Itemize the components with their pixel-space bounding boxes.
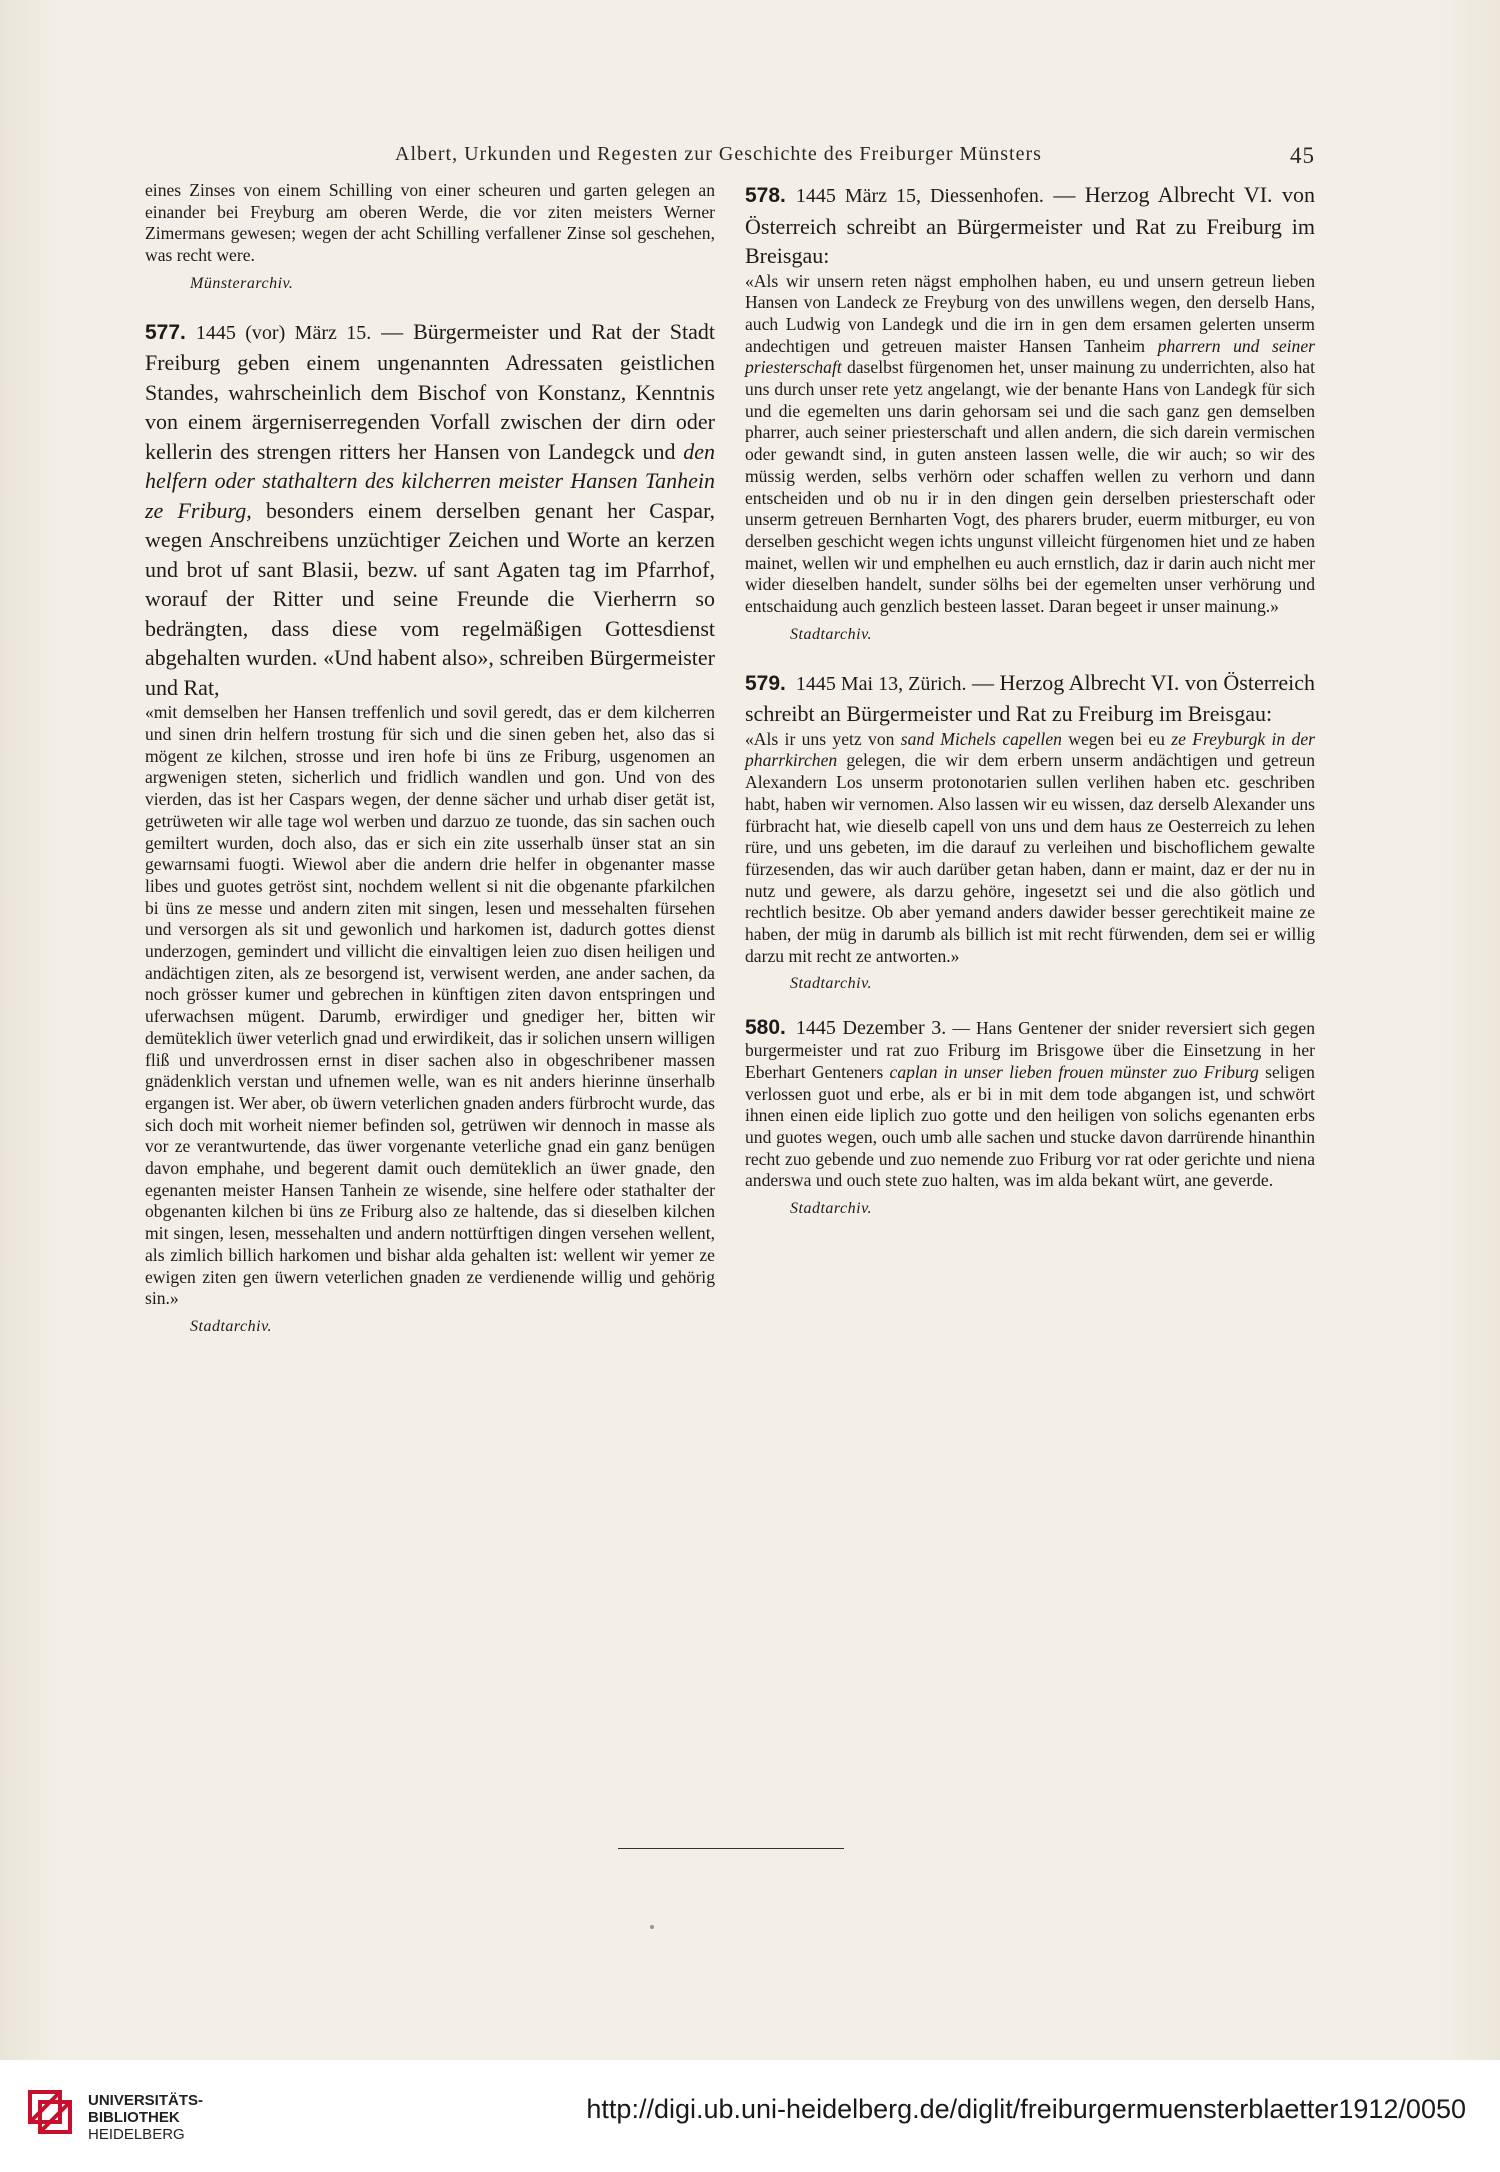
entry-number: 579. bbox=[745, 671, 786, 695]
library-line: UNIVERSITÄTS- bbox=[88, 2092, 204, 2109]
quote-italic: sand Michels capellen bbox=[900, 728, 1062, 749]
entry-579 bbox=[745, 668, 1315, 994]
quote-text: «mit demselben her Hansen treffenlich und sovil geredt, das er dem kilcherren und sinen drin helfern trostung für sich und die sinen geben het, also das si mögent ze kilchen, strosse und iren hofe bi üns ze Friburg, usgenomen an argwenigen steten, sicherlich und fridlich wandlen und gon. Und von des vierden, das ist her Caspars wegen, der denne sächer und urhab diser getät ist, getrüweten wir alle tage wol werben und darzuo ze tuonde, das sin sachen ouch gemiltert wurden, doch also, das er sich ein zite usserhalb ünser stat an sin gewarnsami fuogti. Wiewol aber die andern drie helfer in obgenanter masse libes und guotes getröst sint, nochdem wellent si nit die obgenante pfarkilchen bi üns ze messe und andern ziten mit singen, lesen und messehalten fürsehen und versorgen als sit und gewonlich und harkomen ist, dadurch gottes dienst underzogen, gemindert und villicht die einvaltigen leien zuo disen heiligen und andächtigen ziten, als ze besorgend ist, verwisent werden, ane ander sachen, da noch grösser kumer und gebrechen in künftigen ziten davon entspringen und uferwachsen mügent. Darumb, erwirdiger und gnediger her, bitten wir demüteklich üwer veterlich gnad und erwirdikeit, das ir solichen unsern willigen fliß und unverdrossen ernst in diser sachen also in obgeschribener massen gnädenklich verstan und ufnemen welle, wan es nit anders hierinne ünserhalb ergangen ist. Wer aber, ob üwern veterlichen gnaden anders fürbrocht wurde, das sich doch mit worheit niemer befinden sol, getrüwen wir dennoch in masse als vor ze verantwurtende, das üwer vorgenante veterliche gnad ein ganz benügen davon emphahe, und begerent damit ouch demüteklich an üwer gnade, den egenanten meister Hansen Tanhein ze wisende, sine helfere oder stathalter der obgenanten kilchen bi üns ze Friburg also ze haltende, das si dieselben kilchen mit singen, lesen, messehalten und andern nottürftigen dingen versehen wellent, als zimlich billich harkomen und bishar alda gehalten ist: wellent wir yemer ze ewigen ziten gen üwern veterlichen gnaden ze verdienende willig und gehörig sin.» bbox=[145, 702, 715, 1309]
entry-text: — Hans Gentener der snider reversiert sich gegen burgermeister und rat zuo Friburg im Brisgowe über die Einsetzung in her Eberhart Genteners bbox=[745, 1018, 1315, 1082]
paper-speck bbox=[650, 1925, 654, 1929]
entry-577-summary bbox=[145, 317, 715, 703]
source-note: Stadtarchiv. bbox=[790, 625, 872, 643]
entry-580-text bbox=[745, 1017, 1315, 1192]
entry-578 bbox=[745, 180, 1315, 644]
quote-text bbox=[745, 729, 1315, 968]
entry-number: 580. bbox=[745, 1016, 786, 1040]
summary-italic: den helfern oder stathaltern des kilcherren meister Hansen Tanhein ze Friburg, bbox=[145, 438, 716, 523]
entry-date: 1445 (vor) März 15. bbox=[195, 321, 372, 344]
library-line: HEIDELBERG bbox=[88, 2126, 185, 2143]
source-note: Stadtarchiv. bbox=[790, 975, 872, 993]
entry-number: 577. bbox=[145, 320, 186, 344]
permalink-url[interactable]: http://digi.ub.uni-heidelberg.de/diglit/freiburgermuensterblaetter1912/0050 bbox=[586, 2094, 1466, 2124]
quote-part: gelegen, die wir dem erbern unserm andächtigen und getreun Alexandern Los unserm protonotarien sullen verlihen haben etc. geschriben habt, haben wir vernomen. Also lassen wir eu wissen, daz derselb Alexander uns fürbracht hat, wie dieselb capell von uns und dem haus ze Oesterreich zu lehen rüre, und uns gebeten, im die darauf zu verleihen und bischoflichem gewalte fürzesenden, das wir auch darüber getan haben, dann er maint, daz er der nu in nutz und gewere, als darzu gehöre, ingesetzt sei und die also götlich und rechtlich besitze. Ob aber yemand anders dawider besser gerechtikeit maine ze haben, der müg in darumb als billich ist mit recht fürwenden, dem sei er willig darzu mit recht ze antworten.» bbox=[745, 750, 1315, 966]
library-line: BIBLIOTHEK bbox=[88, 2109, 180, 2126]
continuation-text: eines Zinses von einem Schilling von einer scheuren und garten gelegen an einander bei Freyburg am oberen Werde, die vor ziten meisters Werner Zimermans gewesen; wegen der acht Schilling verfallener Zinse sol geschehen, was recht were. bbox=[145, 180, 715, 266]
entry-text: seligen verlossen guot und erbe, als er bi in mit dem tode abgangen ist, und schwört ihnen einen eide liplich zuo gotte und den heiligen von solichs egenanten erbs und guotes wegen, ouch umb alle sachen und stucke davon darrürende hinanthin recht zuo gebende und zuo nemende zuo Friburg vor rat oder gerichte und niena anderswa und ouch stete zuo halten, was im alda bekant würt, ane geverde. bbox=[745, 1061, 1315, 1191]
source-note: Stadtarchiv. bbox=[790, 1200, 872, 1218]
quote-italic: pharrern und seiner priesterschaft bbox=[745, 335, 1315, 378]
source-note: Stadtarchiv. bbox=[190, 1318, 272, 1335]
summary-text: — Herzog Albrecht VI. von Österreich schreibt an Bürgermeister und Rat zu Freiburg im Breisgau: bbox=[745, 182, 1315, 268]
quote-part: «Als ir uns yetz von bbox=[745, 728, 895, 749]
quote-part: «Als wir unsern reten nägst empholhen haben, eu und unsern getreun lieben Hansen von Landeck ze Freyburg von des unwillens wegen, den derselb Hans, auch Ludwig von Landegk und die irn in gen dem ersamen gelerten unserm andechtigen und getreuen maister Hansen Tanheim bbox=[745, 270, 1315, 356]
end-rule bbox=[618, 1848, 844, 1849]
entry-578-summary bbox=[745, 180, 1315, 271]
entry-date: 1445 Dezember 3. bbox=[795, 1017, 947, 1040]
entry-580 bbox=[745, 1017, 1315, 1218]
lead-in: «Und habent also», schreiben Bürgermeister und Rat, bbox=[145, 645, 715, 700]
entry-italic: caplan in unser lieben frouen münster zuo Friburg bbox=[889, 1061, 1259, 1082]
quote-part: daselbst fürgenomen het, unser mainung zu underrichten, also hat uns durch unser rete yetz angelangt, wie der benante Hans von Landegk für sich und die egemelten uns darin gehorsam sei und die sach ganz gen demselben pharrer, auch seiner priesterschaft und allen andern, die sich darein vermischen oder gewandt sind, in guten ansteen lassen welle, die wir auch; so wir des müssig werden, selbs verhörn oder schaffen wellen zu verhorn und dann entscheiden und ob nu ir in den dingen gein derselben priesterschaft oder unserm getreuen Bernharten Vogt, des pharers bruder, euerm mitburger, eu von derselben geschicht wegen ichts ungunst villeicht fürgenomen hiet und ze haben mainet, wellen wir und emphelhen eu auch ernstlich, daz ir darin auch nicht mer wider dieselben handelt, sunder sölhs bei der egemelten unser verhörung und entschaidung auch genzlich besteen lasset. Daran begeet ir unser mainung.» bbox=[745, 357, 1315, 617]
summary-text: — Herzog Albrecht VI. von Österreich schreibt an Bürgermeister und Rat zu Freiburg im Breisgau: bbox=[745, 669, 1316, 727]
ub-heidelberg-logo-icon bbox=[24, 2078, 84, 2138]
left-column bbox=[145, 180, 715, 1336]
quote-italic: ze Freyburgk in der pharrkirchen bbox=[745, 728, 1315, 771]
entry-date: 1445 März 15, Diessenhofen. bbox=[795, 185, 1044, 207]
source-note: Münsterarchiv. bbox=[190, 274, 294, 292]
entry-577 bbox=[145, 317, 715, 1336]
entry-579-summary bbox=[745, 668, 1315, 729]
running-head-title: Albert, Urkunden und Regesten zur Geschichte des Freiburger Münsters bbox=[395, 143, 1042, 165]
entry-number: 578. bbox=[745, 184, 786, 207]
summary-text: — Bürgermeister und Rat der Stadt Freiburg geben einem ungenannten Adressaten geistlichen Standes, wahrscheinlich dem Bischof von Konstanz, Kenntnis von einem ärgerniserregenden Vorfall zwischen der dirn oder kellerin des strengen ritters her Hansen von Landegck und bbox=[145, 318, 715, 464]
page-number: 45 bbox=[1290, 143, 1315, 168]
quote-part: wegen bei eu bbox=[1068, 728, 1165, 749]
right-column bbox=[745, 180, 1315, 1218]
quote-text bbox=[745, 271, 1315, 618]
entry-date: 1445 Mai 13, Zürich. bbox=[795, 672, 967, 695]
summary-text: besonders einem derselben genant her Caspar, wegen Anschreibens unzüchtiger Zeichen und Worte an kerzen und brot uf sant Blasii, bezw. uf sant Agaten tag im Pfarrhof, worauf der Ritter und seine Freunde die Vierherrn so bedrängten, dass diese vom regelmäßigen Gottesdienst abgehalten wurden. bbox=[145, 497, 716, 671]
library-name bbox=[88, 2092, 203, 2143]
